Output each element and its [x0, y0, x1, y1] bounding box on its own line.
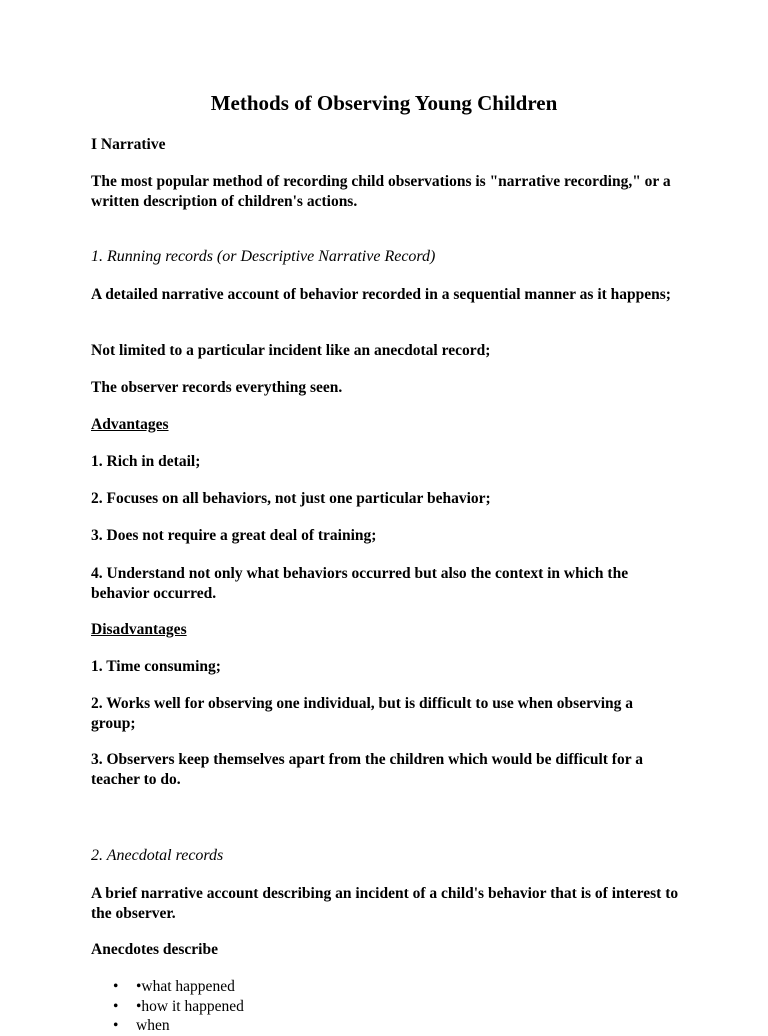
disadvantage-item: 3. Observers keep themselves apart from the children which would be difficult for a teacher to do. — [91, 751, 643, 788]
anecdotal-records-paragraph: A brief narrative account describing an incident of a child's behavior that is of interest to the observer. — [91, 885, 679, 922]
list-item — [91, 997, 591, 1017]
subsection-heading-anecdotal-records: 2. Anecdotal records — [91, 847, 224, 864]
list-item-text: •how it happened — [136, 997, 244, 1015]
document-title: Methods of Observing Young Children — [210, 91, 558, 115]
disadvantage-item: 2. Works well for observing one individual, but is difficult to use when observing a group; — [91, 695, 634, 732]
section-heading-narrative: I Narrative — [91, 136, 166, 153]
anecdotes-bullet-list — [91, 977, 591, 1036]
bullet-icon: • — [113, 1017, 119, 1034]
running-records-paragraph-1: A detailed narrative account of behavior recorded in a sequential manner as it happens; — [91, 286, 671, 303]
bullet-icon: • — [113, 997, 119, 1015]
bullet-icon: • — [113, 978, 119, 995]
advantage-item: 2. Focuses on all behaviors, not just one particular behavior; — [91, 490, 491, 507]
list-item — [91, 1016, 591, 1036]
running-records-paragraph-2: Not limited to a particular incident like an anecdotal record; — [91, 342, 491, 359]
disadvantage-item: 1. Time consuming; — [91, 658, 221, 675]
advantages-heading: Advantages — [91, 416, 169, 433]
disadvantages-heading: Disadvantages — [91, 621, 187, 638]
anecdotes-describe-label: Anecdotes describe — [91, 941, 218, 958]
advantage-item: 3. Does not require a great deal of training; — [91, 527, 377, 544]
list-item — [91, 977, 591, 997]
intro-paragraph: The most popular method of recording child observations is "narrative recording," or a written description of children's actions. — [91, 173, 671, 210]
list-item-text: when — [136, 1017, 170, 1034]
advantage-item: 1. Rich in detail; — [91, 453, 201, 470]
subsection-heading-running-records: 1. Running records (or Descriptive Narrative Record) — [91, 248, 436, 265]
running-records-paragraph-3: The observer records everything seen. — [91, 379, 343, 396]
list-item-text: •what happened — [136, 978, 235, 995]
advantage-item: 4. Understand not only what behaviors occurred but also the context in which the behavior occurred. — [91, 565, 629, 602]
